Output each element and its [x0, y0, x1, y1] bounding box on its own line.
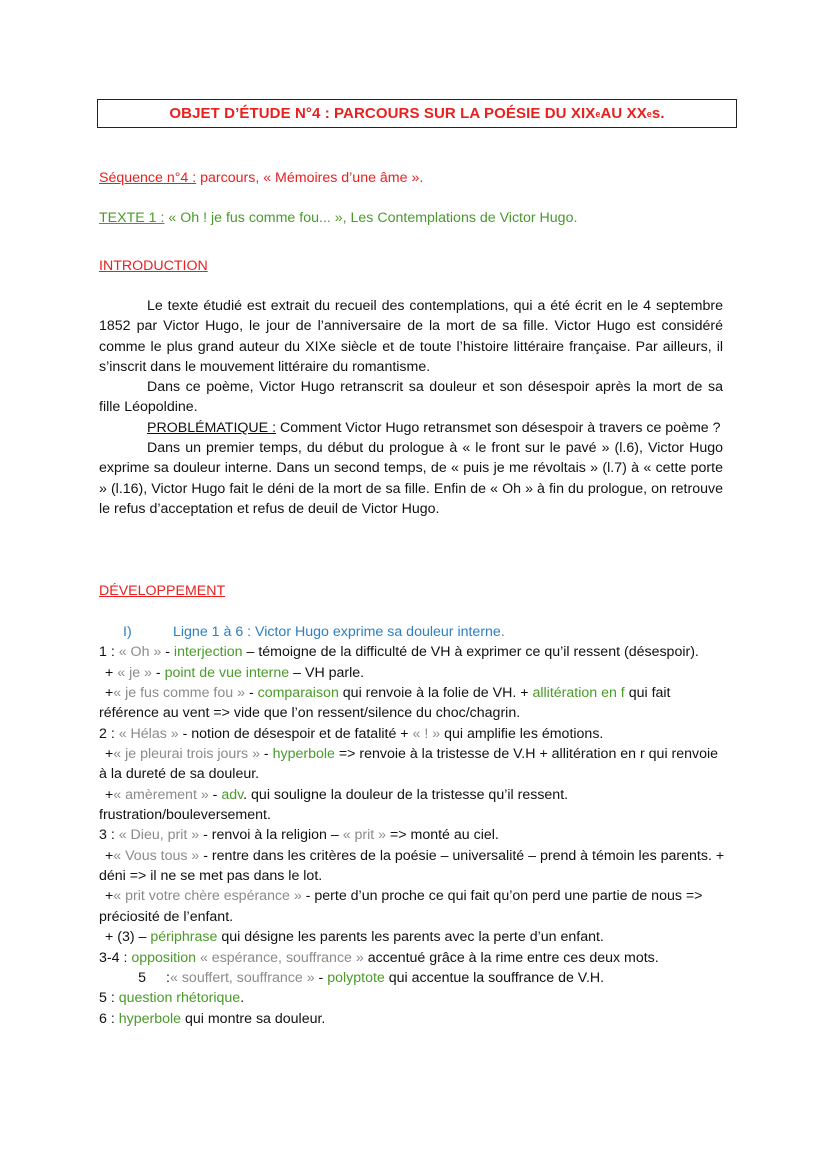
analysis-text-segment: -	[259, 746, 273, 763]
title-text: OBJET D’ÉTUDE N°4 : PARCOURS SUR LA POÉSIE DU XIX	[169, 105, 596, 122]
analysis-line	[99, 724, 729, 744]
analysis-text-segment: « prit votre chère espérance »	[113, 888, 302, 905]
section-number: I)	[123, 624, 132, 640]
texte-text: « Oh ! je fus comme fou... », Les Contemplations de Victor Hugo.	[164, 210, 578, 226]
analysis-text-segment: opposition	[131, 949, 197, 966]
analysis-line	[99, 744, 729, 785]
analysis-text-segment: 3-4 :	[99, 949, 132, 966]
intro-paragraph: Dans un premier temps, du début du prologue à « le front sur le pavé » (l.6), Victor Hugo exprime sa douleur interne. Dans un second temps, de « puis je me révoltais » (l.7) à « cette porte » (l.16), Victor Hugo fait le déni de la mort de sa fille. Enfin de « Oh » à fin du prologue, on retrouve le refus d’acceptation et refus de deuil de Victor Hugo.	[99, 440, 723, 517]
analysis-text-segment: qui montre sa douleur.	[181, 1010, 326, 1027]
analysis-text-segment: 5 :	[99, 990, 119, 1007]
analysis-text-segment: – VH parle.	[289, 664, 365, 681]
analysis-text-segment: périphrase	[150, 929, 218, 946]
analysis-line	[99, 683, 729, 724]
texte-label: TEXTE 1 :	[99, 210, 165, 226]
analysis-text-segment: « prit »	[342, 827, 387, 844]
analysis-text-segment: qui désigne les parents les parents avec la perte d’un enfant.	[217, 929, 604, 946]
analysis-line	[99, 968, 729, 988]
analysis-text-segment: +	[105, 888, 114, 905]
analysis-text-segment: accentué grâce à la rime entre ces deux mots.	[363, 949, 659, 966]
analysis-line	[99, 642, 729, 662]
analysis-text-segment: => renvoie à la tristesse de V.H + allitération en r qui renvoie à la dureté de sa douleur.	[99, 746, 719, 783]
analysis-text-segment: « souffert, souffrance »	[170, 969, 315, 986]
analysis-text-segment: interjection	[173, 644, 243, 661]
document-title	[97, 99, 737, 128]
analysis-text-segment: -	[208, 786, 222, 803]
analysis-text-segment: – témoigne de la difficulté de VH à exprimer ce qu’il ressent (désespoir).	[242, 644, 699, 661]
analysis-text-segment: « espérance, souffrance »	[196, 949, 364, 966]
analysis-text-segment: « ! »	[412, 725, 441, 742]
analysis-text-segment: question rhétorique	[118, 990, 241, 1007]
analysis-text-segment: hyperbole	[272, 746, 335, 763]
developpement-body	[99, 622, 729, 1029]
analysis-text-segment: -	[161, 644, 174, 661]
analysis-text-segment: +	[105, 746, 114, 763]
sequence-label: Séquence n°4 :	[99, 170, 197, 186]
problematique-text: Comment Victor Hugo retransmet son désespoir à travers ce poème ?	[276, 419, 721, 436]
introduction-body	[99, 296, 723, 519]
title-sup: e	[646, 108, 652, 119]
analysis-line	[99, 1009, 729, 1029]
analysis-text-segment: « Vous tous »	[113, 847, 200, 864]
analysis-text-segment: qui renvoie à la folie de VH. +	[338, 685, 533, 702]
analysis-text-segment: - perte d’un proche ce qui fait qu’on perd une partie de nous => préciosité de l’enfant.	[99, 888, 703, 925]
analysis-text-segment: adv	[221, 786, 244, 803]
analysis-text-segment: -	[314, 969, 328, 986]
analysis-text-segment: -	[245, 685, 258, 702]
analysis-text-segment: 1 :	[99, 644, 119, 661]
analysis-line	[99, 927, 729, 947]
analysis-line	[99, 948, 729, 968]
analysis-text-segment: 2 :	[99, 725, 119, 742]
analysis-text-segment: 3 :	[99, 827, 119, 844]
analysis-text-segment: hyperbole	[118, 1010, 182, 1027]
analysis-text-segment: - renvoi à la religion –	[199, 827, 343, 844]
analysis-line	[99, 663, 729, 683]
analysis-text-segment: qui accentue la souffrance de V.H.	[384, 969, 605, 986]
analysis-text-segment: « je pleurai trois jours »	[113, 746, 260, 763]
analysis-text-segment: « Dieu, prit »	[118, 827, 200, 844]
introduction-heading: INTRODUCTION	[99, 258, 208, 274]
title-sup: e	[595, 108, 601, 119]
developpement-heading: DÉVELOPPEMENT	[99, 583, 226, 599]
problematique-paragraph	[99, 418, 723, 438]
section-heading	[99, 622, 729, 642]
analysis-text-segment: - rentre dans les critères de la poésie – universalité – prend à témoin les parents. + déni => il ne se met pas dans le lot.	[99, 847, 725, 885]
analysis-text-segment: 5	[138, 969, 146, 986]
analysis-text-segment: +	[105, 685, 114, 702]
analysis-text-segment: « Hélas »	[118, 725, 179, 742]
analysis-text-segment: « amèrement »	[113, 786, 209, 803]
analysis-text-segment: comparaison	[257, 685, 339, 702]
title-text: s.	[651, 105, 665, 122]
analysis-text-segment: +	[105, 847, 114, 864]
analysis-line	[99, 785, 729, 826]
sequence-text: parcours, « Mémoires d’une âme ».	[196, 170, 424, 186]
analysis-text-segment: +	[105, 786, 114, 803]
analysis-text-segment: allitération en f	[532, 685, 625, 702]
analysis-text-segment: + (3) –	[105, 929, 151, 946]
analysis-text-segment: .	[240, 990, 245, 1007]
analysis-text-segment: . qui souligne la douleur de la tristesse qu’il ressent. frustration/bouleversement.	[99, 786, 569, 824]
analysis-text-segment: « je fus comme fou »	[113, 685, 245, 702]
analysis-line	[99, 886, 729, 927]
analysis-text-segment: « je »	[117, 664, 152, 681]
title-text: AU XX	[600, 105, 647, 122]
analysis-text-segment: 6 :	[99, 1010, 119, 1027]
intro-paragraph: Dans ce poème, Victor Hugo retranscrit sa douleur et son désespoir après la mort de sa fille Léopoldine.	[99, 379, 723, 416]
analysis-text-segment: => monté au ciel.	[386, 827, 499, 844]
analysis-text-segment: -	[151, 664, 165, 681]
analysis-text-segment: qui fait référence au vent => vide que l’on ressent/silence du choc/chagrin.	[99, 685, 671, 722]
analysis-line	[99, 825, 729, 845]
analysis-line	[99, 988, 729, 1008]
analysis-text-segment: polyptote	[327, 969, 385, 986]
analysis-text-segment: qui amplifie les émotions.	[440, 725, 604, 742]
texte-line	[99, 210, 577, 226]
analysis-text-segment: « Oh »	[118, 644, 162, 661]
analysis-text-segment: point de vue interne	[164, 664, 290, 681]
analysis-text-segment: - notion de désespoir et de fatalité +	[178, 725, 413, 742]
analysis-text-segment: :	[166, 969, 170, 986]
problematique-label: PROBLÉMATIQUE :	[147, 419, 277, 436]
sequence-line	[99, 170, 423, 186]
section-title: Ligne 1 à 6 : Victor Hugo exprime sa douleur interne.	[173, 624, 505, 640]
analysis-line	[99, 846, 729, 887]
analysis-text-segment: +	[105, 664, 118, 681]
intro-paragraph: Le texte étudié est extrait du recueil des contemplations, qui a été écrit en le 4 septembre 1852 par Victor Hugo, le jour de l’anniversaire de la mort de sa fille. Victor Hugo est considéré comme le plus grand auteur du XIXe siècle et de toute l’histoire littéraire française. Par ailleurs, il s’inscrit dans le mouvement littéraire du romantisme.	[99, 298, 723, 375]
